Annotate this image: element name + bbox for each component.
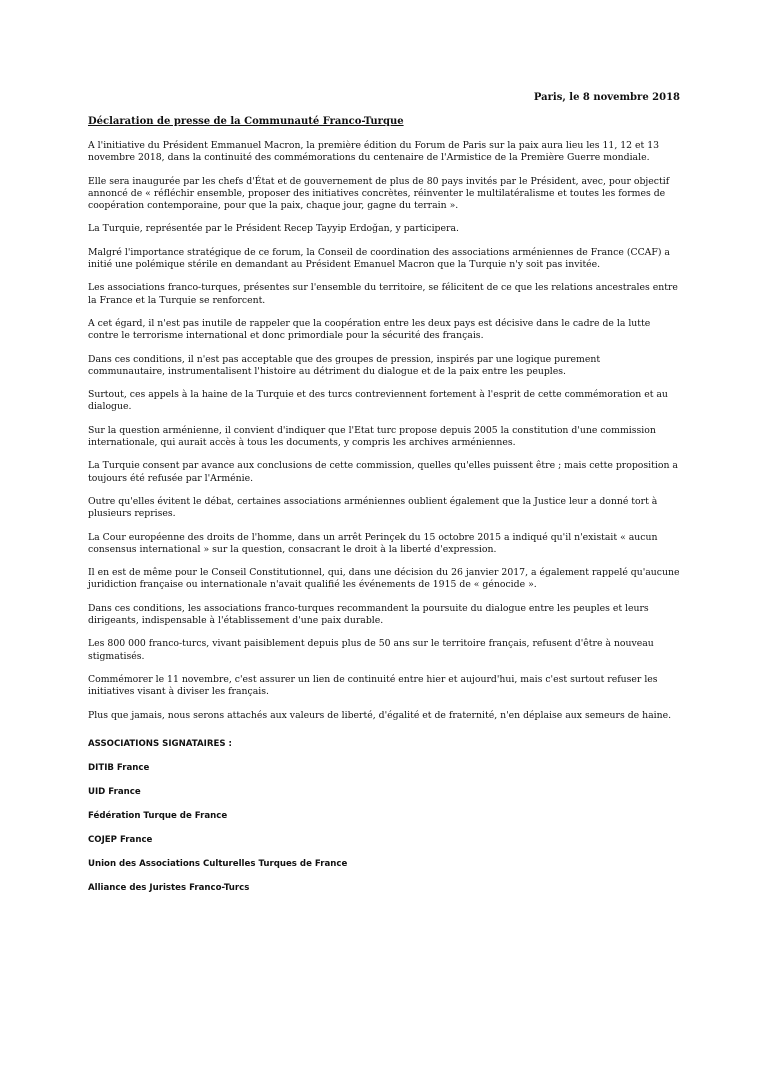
paragraph: Il en est de même pour le Conseil Constitutionnel, qui, dans une décision du 26 janvier 2017, a également rappelé qu'aucune juridiction française ou internationale n'avait qualifié les événements de 1915 de « génocide ».: [88, 567, 680, 591]
document-date: Paris, le 8 novembre 2018: [533, 92, 680, 103]
signatory-item: Union des Associations Culturelles Turques de France: [88, 859, 348, 869]
paragraph: Dans ces conditions, les associations franco-turques recommandent la poursuite du dialogue entre les peuples et leurs dirigeants, indispensable à l'établissement d'une paix durable.: [88, 602, 649, 627]
document-body: [88, 140, 680, 733]
signatories-section: [88, 738, 680, 906]
signatory-item: Fédération Turque de France: [88, 811, 228, 821]
paragraph: La Cour européenne des droits de l'homme, dans un arrêt Perinçek du 15 octobre 2015 a indiqué qu'il n'existait « aucun consensus international » sur la question, consacrant le droit à la liberté d'expression.: [88, 531, 658, 555]
paragraph: Dans ces conditions, il n'est pas acceptable que des groupes de pression, inspirés par une logique purement communautaire, instrumentalisent l'histoire au détriment du dialogue et de la paix entre les peuples.: [88, 353, 601, 377]
paragraph: Les associations franco-turques, présentes sur l'ensemble du territoire, se félicitent de ce que les relations ancestrales entre la France et la Turquie se renforcent.: [88, 282, 678, 306]
signatory-item: Alliance des Juristes Franco-Turcs: [88, 883, 250, 893]
paragraph: Surtout, ces appels à la haine de la Turquie et des turcs contreviennent fortement à l'esprit de cette commémoration et au dialogue.: [88, 389, 668, 413]
paragraph: La Turquie, représentée par le Président Recep Tayyip Erdoğan, y participera.: [88, 223, 459, 235]
paragraph: Outre qu'elles évitent le débat, certaines associations arméniennes oublient également que la Justice leur a donné tort à plusieurs reprises.: [88, 495, 658, 520]
paragraph: Malgré l'importance stratégique de ce forum, la Conseil de coordination des associations arméniennes de France (CCAF) a initié une polémique stérile en demandant au Président Emanuel Macron que la Turquie n'y soit pas invitée.: [88, 246, 670, 271]
paragraph: Elle sera inaugurée par les chefs d'État et de gouvernement de plus de 80 pays invités par le Président, avec, pour objectif annoncé de « réfléchir ensemble, proposer des initiatives concrètes, réinventer le multilatéralisme et toutes les formes de coopération contemporaine, pour que la paix, chaque jour, gagne du terrain ».: [88, 175, 670, 212]
paragraph: La Turquie consent par avance aux conclusions de cette commission, quelles qu'elles puissent être ; mais cette proposition a toujours été refusée par l'Arménie.: [88, 460, 678, 484]
signatory-item: DITIB France: [88, 763, 150, 773]
paragraph: Commémorer le 11 novembre, c'est assurer un lien de continuité entre hier et aujourd'hui, mais c'est surtout refuser les initiatives visant à diviser les français.: [88, 673, 658, 698]
paragraph: Les 800 000 franco-turcs, vivant paisiblement depuis plus de 50 ans sur le territoire français, refusent d'être à nouveau stigmatisés.: [88, 638, 654, 662]
signatory-item: COJEP France: [88, 835, 153, 845]
paragraph: Plus que jamais, nous serons attachés aux valeurs de liberté, d'égalité et de fraternité, n'en déplaise aux semeurs de haine.: [88, 709, 672, 721]
paragraph: Sur la question arménienne, il convient d'indiquer que l'Etat turc propose depuis 2005 la constitution d'une commission internationale, qui aurait accès à tous les documents, y compris les archives arméniennes.: [88, 424, 656, 449]
signatory-item: UID France: [88, 787, 141, 797]
signatories-heading: ASSOCIATIONS SIGNATAIRES :: [88, 739, 232, 749]
paragraph: A l'initiative du Président Emmanuel Macron, la première édition du Forum de Paris sur la paix aura lieu les 11, 12 et 13 novembre 2018, dans la continuité des commémorations du centenaire de l'Armistice de la Première Guerre mondiale.: [88, 140, 660, 164]
document-title: Déclaration de presse de la Communauté Franco-Turque: [88, 116, 404, 127]
paragraph: A cet égard, il n'est pas inutile de rappeler que la coopération entre les deux pays est décisive dans le cadre de la lutte contre le terrorisme international et donc primordiale pour la sécurité des français.: [88, 317, 651, 342]
